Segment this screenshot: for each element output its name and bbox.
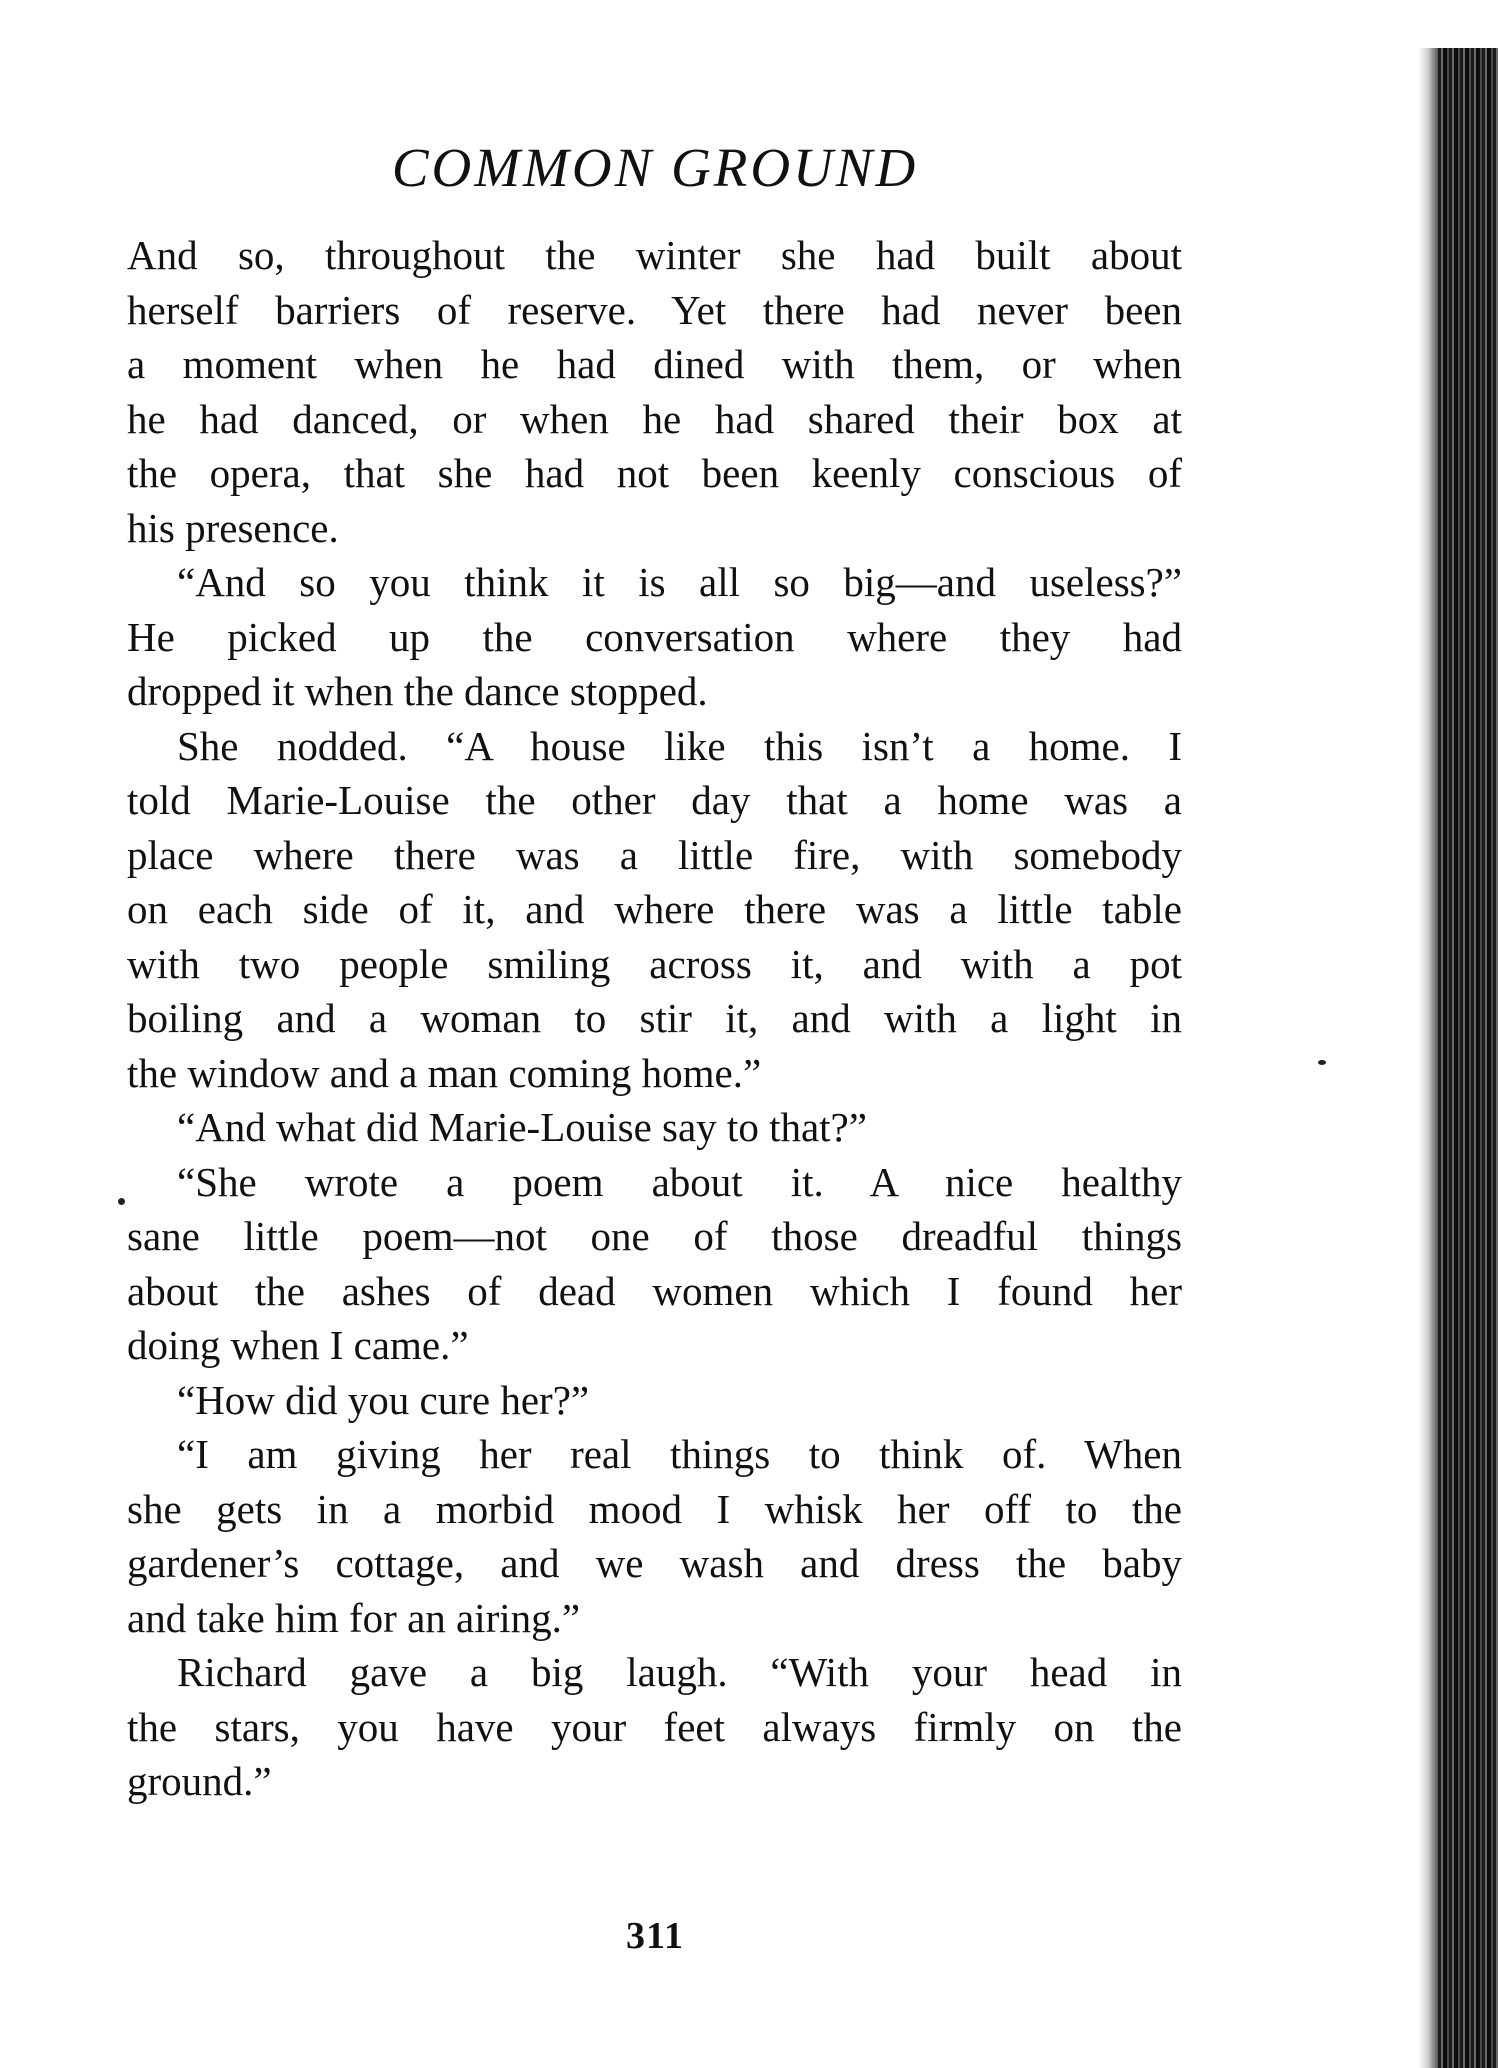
text-line: doing when I came.” (127, 1322, 469, 1368)
text-line: boiling and a woman to stir it, and with a light in (127, 995, 1182, 1041)
running-head: COMMON GROUND (391, 137, 919, 198)
text-line: She nodded. “A house like this isn’t a home. I (177, 722, 1182, 769)
text-line: about the ashes of dead women which I found her (127, 1267, 1182, 1314)
text-line: he had danced, or when he had shared their box at (127, 395, 1182, 442)
text-line: And so, throughout the winter she had built about (127, 232, 1182, 278)
text-line: “And so you think it is all so big—and useless?” (177, 559, 1182, 605)
text-line: He picked up the conversation where they had (127, 613, 1182, 660)
text-line: sane little poem—not one of those dreadful things (127, 1213, 1182, 1259)
text-line: the window and a man coming home.” (127, 1049, 762, 1096)
binding-shadow (1418, 48, 1438, 2068)
text-line: the opera, that she had not been keenly conscious of (127, 450, 1182, 496)
text-line: with two people smiling across it, and with a pot (127, 940, 1182, 987)
text-line: herself barriers of reserve. Yet there had never been (127, 286, 1182, 333)
ink-speck (1318, 1060, 1326, 1065)
text-line: ground.” (127, 1758, 272, 1804)
body-text (127, 228, 1182, 1809)
page-number: 311 (626, 1915, 684, 1957)
text-line: “How did you cure her?” (177, 1376, 590, 1423)
text-line: and take him for an airing.” (127, 1594, 581, 1641)
text-line: Richard gave a big laugh. “With your head in (177, 1649, 1182, 1695)
text-line: “And what did Marie-Louise say to that?” (177, 1104, 867, 1150)
text-line: gardener’s cottage, and we wash and dress the baby (127, 1540, 1182, 1586)
text-line: the stars, you have your feet always firmly on the (127, 1703, 1182, 1750)
text-line: “I am giving her real things to think of. When (177, 1431, 1182, 1477)
book-spine-edge (1438, 48, 1498, 2068)
text-line: told Marie-Louise the other day that a home was a (127, 777, 1182, 823)
text-line: his presence. (127, 504, 339, 551)
text-line: she gets in a morbid mood I whisk her off to the (127, 1485, 1182, 1532)
text-line: on each side of it, and where there was a little table (127, 886, 1182, 932)
text-line: place where there was a little fire, with somebody (127, 831, 1182, 878)
text-line: dropped it when the dance stopped. (127, 668, 708, 714)
ink-speck (118, 1198, 125, 1205)
text-line: a moment when he had dined with them, or when (127, 341, 1182, 387)
text-line: “She wrote a poem about it. A nice healthy (177, 1158, 1182, 1205)
